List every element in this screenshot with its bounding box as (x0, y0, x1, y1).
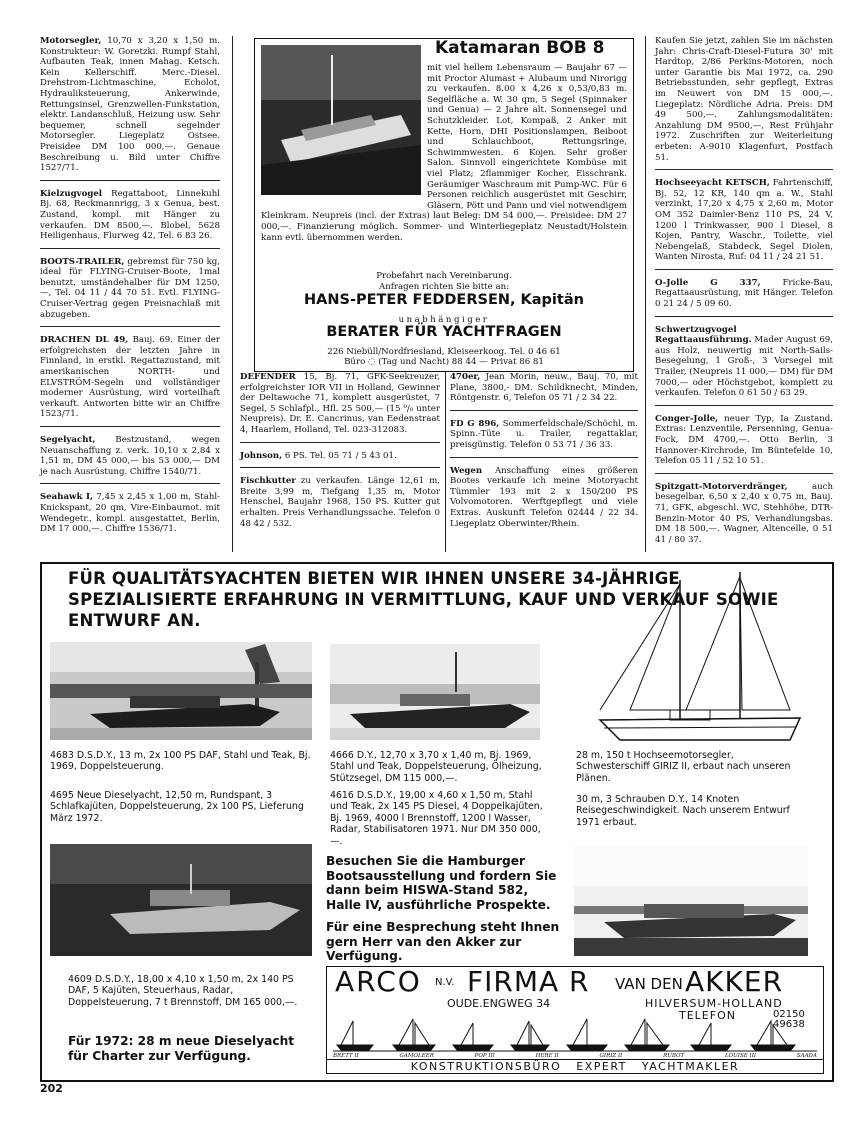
caption-30m-dy: 30 m, 3 Schrauben D.Y., 14 Knoten Reisegeschwindigkeit. Nach unserem Entwurf 1971 erbaut. (576, 794, 790, 828)
ad-lead: Hochseeyacht KETSCH, (655, 178, 770, 189)
ad-text: Fahrtenschiff, Bj. 52, 12 KR, 140 qm a. W., Stahl verzinkt, 17,20 x 4,75 x 2,60 m, Motor OM 352 Daimler-Benz 110 PS, 24 V, 1200 l Trinkwasser, 900 l Diesel, 8 Kojen, Pantry, Waschr., Toilette, viel Nebengelaß, Stabdeck, Segel Diolen, Wanten Nirosta, Ruf: 04 11 / 24 21 51. (655, 178, 833, 263)
middle-right-ad (450, 466, 638, 536)
ad-lead: Seahawk I, (40, 492, 94, 503)
ad-text: Mader August 69, aus Holz, neuwertig mit North-Sails-Besegelung, 1 Groß-, 3 Vorsegel mit Trailer, (Neupreis 11 000,— DM) für DM 7000,— oder Höchstgebot, komplett zu verkaufen. Telefon 0 61 50 / 63 29. (655, 335, 834, 399)
ad-lead: Fischkutter (240, 476, 296, 487)
bob-probefahrt: Probefahrt nach Vereinbarung. (376, 271, 512, 281)
middle-left-ad (240, 451, 440, 469)
charter-1972-text: Für 1972: 28 m neue Dieselyacht für Charter zur Verfügung. (68, 1034, 295, 1063)
sailing-ship-drawing (590, 570, 808, 745)
boat-name-label: BRETT II (333, 1053, 359, 1059)
ad-text: 10,70 x 3,20 x 1,50 m. Konstrukteur: W. Goretzki. Rumpf Stahl, Aufbauten Teak, innen Mahag. Ketsch. Kein Kellerschiff. Merc.-Diesel. Drehstrom-Lichtmaschine, Echolot, Hydrauliksteuerung, Ankerwinde, Rettungsinsel, Grenzwellen-Funkstation, elektr. Landanschluß, Heizung usw. Sehr bequemer, schnell segelnder Motorsegler. Liegeplatz Ostsee. Preisidee DM 100 000,—. Genaue Beschreibung u. Bild unter Chiffre 1527/71. (40, 36, 220, 174)
arco-boat-silhouettes (333, 1017, 817, 1053)
ad-lead: FD G 896, (450, 418, 500, 429)
arco-telefon-label: TELEFON (679, 1009, 736, 1022)
right-column-ad (655, 36, 833, 170)
arco-nv: N.V. (435, 977, 455, 988)
ad-lead: Wegen (450, 465, 483, 476)
ad-lead: BOOTS-TRAILER, (40, 256, 125, 267)
ad-text: Bauj. 69. Einer der erfolgreichsten der letzten Jahre in Finnland, in erstkl. Regattazustand, mit amerikanischen NORTH- und ELVSTRÖM-Segeln und vollständiger moderner Ausrüstung, wird vorteilhaft verkauft. Antworten bitte wir an Chiffre 1523/71. (40, 335, 220, 420)
ad-lead: 470er, (450, 372, 481, 382)
caption-28m-motorsegler: 28 m, 150 t Hochseemotorsegler, Schwesterschiff GIRIZ II, erbaut nach unseren Plänen. (576, 750, 791, 784)
arco-street: OUDE.ENGWEG 34 (447, 997, 551, 1010)
boat-name-label: GAMOLEER (399, 1053, 434, 1059)
right-classifieds-column (655, 36, 833, 559)
ad-lead: Conger-Jolle, (655, 413, 719, 424)
middle-left-classifieds (240, 372, 440, 543)
middle-right-ad (450, 419, 638, 458)
boat-name-label: SAADA (796, 1053, 817, 1059)
middle-right-classifieds (450, 372, 638, 543)
ad-text: neuer Typ, Ia Zustand. Extras: Lenzventile, Persenning, Genua-Fock, DM 4700,—. Otto Berlin, 3 Hannover-Kirchrode, Im Büntefelde 10, Telefon 05 11 / 52 10 51. (655, 413, 833, 467)
bob-unabhaengiger: unabhängiger (398, 315, 490, 325)
ad-lead: Kielzugvogel (40, 188, 103, 199)
caption-4683: 4683 D.S.D.Y., 13 m, 2x 100 PS DAF, Stahl und Teak, Bj. 1969, Doppelsteuerung. (50, 750, 311, 773)
ad-lead: DEFENDER (240, 372, 296, 382)
ad-text: gebremst für 750 kg, ideal für FLYING-Cruiser-Boote, 1mal benutzt, umständehalber für DM 1250,—, Tel. 04 11 / 44 70 51. Evtl. FLYING-Cruiser-Vertrag gegen Preisnachlaß mit abzugeben. (40, 256, 221, 320)
yacht-photo-30m (574, 846, 808, 956)
ad-lead: Segelyacht, (40, 435, 96, 445)
middle-right-ad (450, 372, 638, 411)
arco-vanden: VAN DEN (615, 975, 683, 993)
bob-phone: Büro ◌ (Tag und Nacht) 88 44 — Privat 86 81 (344, 357, 544, 367)
ad-lead: Motorsegler, (40, 36, 102, 46)
ad-text: Jean Morin, neuw., Bauj. 70, mit Plane, 3800,- DM. Schildknecht, Minden, Röntgenstr. 6, Telefon 05 71 / 2 34 22. (450, 372, 638, 404)
bob-address: 226 Niebüll/Nordfriesland, Kleiseerkoog. Tel. 0 46 61 (327, 347, 561, 357)
ad-lead: Spitzgatt-Motorverdränger, (655, 481, 788, 492)
ad-text: Bestzustand, wegen Neuanschaffung z. verk. 10,10 x 2,84 x 1,51 m, DM 45 000,— bis 53 000,— DM je nach Ausrüstung. Chiffre 1540/71. (40, 435, 220, 477)
ad-lead: Johnson, (240, 450, 283, 461)
right-column-ad (655, 414, 833, 474)
left-column-ad (40, 36, 220, 181)
bob-description: mit viel hellem Lebensraum — Baujahr 67 — mit Proctor Alumast + Alubaum und Nirorigg zu verkaufen. 8.00 x 4,26 x 0,53/0,83 m. Segelfläche a. W. 30 qm, 5 Segel (Spinnaker und Genua) — 2 Jahre alt. Sonnensegel und Schutzkleider. Lot, Kompaß, 2 Anker mit Kette, Horn, DHI Positionslampen, Beiboot und Schlauchboot, Rettungsringe, Schwimmwesten. 6 Kojen. Sehr großer Salon. Sinnvoll eingerichtete Kombüse mit viel Platz; 2flammiger Kocher, Eisschrank. Geräumiger Waschraum mit Pump-WC. Für 6 Personen reichlich ausgerüstet mit Geschirr, Gläsern, Pött und Pann und viel notwendigem Kleinkram. Neupreis (incl. der Extras) laut Beleg: DM 54 000,—. Preisidee: DM 27 000,—. Finanzierung möglich. Sommer- und Winterliegeplatz Neustadt/Holstein kann evtl. übernommen werden. (261, 63, 627, 243)
left-column-ad (40, 189, 220, 249)
yacht-photo-4683 (50, 642, 312, 740)
column-divider (645, 36, 646, 552)
left-column-ad (40, 492, 220, 540)
middle-left-ad (240, 476, 440, 535)
ad-headline: FÜR QUALITÄTSYACHTEN BIETEN WIR IHNEN UNSERE 34-JÄHRIGE SPEZIALISIERTE ERFAHRUNG IN VERMITTLUNG, KAUF UND VERKAUF SOWIE ENTWURF AN. (68, 569, 779, 630)
boat-name-label: LOUISE III (725, 1053, 757, 1059)
bob-anfragen: Anfragen richten Sie bitte an: (379, 282, 509, 292)
caption-4616: 4616 D.S.D.Y., 19,00 x 4,60 x 1,50 m, Stahl und Teak, 2x 145 PS Diesel, 4 Doppelkajüten, Bj. 1969, 4000 l Brennstoff, 1200 l Wasser, Radar, Stabilisatoren 1971. Nur DM 350 000,—. (330, 790, 543, 847)
yacht-photo-4666 (330, 644, 540, 740)
left-column-ad (40, 257, 220, 328)
arco-brand: ARCO (335, 965, 422, 998)
right-column-ad (655, 482, 833, 552)
ad-text: Fricke-Bau, Regattaausrüstung, mit Hänger. Telefon 0 21 24 / 5 09 60. (655, 277, 834, 310)
ad-lead: O-Jolle G 337, (655, 277, 761, 288)
caption-4695: 4695 Neue Dieselyacht, 12,50 m, Rundspant, 3 Schlafkajüten, Doppelsteuerung, 2x 100 PS, Lieferung März 1972. (50, 790, 304, 824)
besprechung-text: Für eine Besprechung steht Ihnen gern Herr van den Akker zur Verfügung. (326, 920, 560, 964)
arco-tel-area: 02150 (773, 1009, 805, 1020)
ad-text: 15, Bj. 71, GFK-Seekreuzer, erfolgreichster IOR VII in Holland, Gewinner der Deltawoche 71, komplett ausgerüstet, 7 Segel, 5 Schlafpl., Hfl. 25 500,— (15 ⁰/₀ unter Neupreis). Dr. E. Cancrinus, van Eedenstraat 4, Haarlem, Holland, Tel. 023-312083. (240, 372, 440, 435)
ad-lead: DRACHEN DL 49, (40, 335, 129, 346)
arco-tel-number: 49638 (773, 1019, 805, 1030)
katamaran-bob8-ad (254, 38, 634, 372)
boat-name-label: HERE II (535, 1053, 559, 1059)
bob-berater: BERATER FÜR YACHTFRAGEN (326, 324, 562, 340)
column-divider (232, 36, 233, 552)
bob-contact-name: HANS-PETER FEDDERSEN, Kapitän (304, 292, 584, 308)
arco-footer: KONSTRUKTIONSBÜRO EXPERT YACHTMAKLER (327, 1059, 823, 1073)
arco-akker: AKKER (685, 965, 784, 998)
right-column-ad (655, 278, 833, 317)
ad-text: Kaufen Sie jetzt, zahlen Sie im nächsten Jahr: Chris-Craft-Diesel-Futura 30' mit Hardtop, 2/86 Perkins-Motoren, noch unter Garantie bis Mai 1972, ca. 290 Betriebsstunden, sehr gepflegt, Extras im Neuwert von DM 15 000,—. Liegeplatz: Nördliche Adria. Preis: DM 49 500,—. Zahlungsmodalitäten: Anzahlung DM 9500,—, Rest Frühjahr 1972. Zuschriften zur Weiterleitung erbeten: A-9010 Klagenfurt, Postfach 51. (655, 36, 833, 163)
middle-left-ad (240, 372, 440, 443)
left-column-ad (40, 335, 220, 427)
page-number: 202 (40, 1082, 63, 1095)
boat-name-label: GIRIZ II (599, 1053, 623, 1059)
boots-ausstellung-text: Besuchen Sie die Hamburger Bootsausstellung und fordern Sie dann beim HISWA-Stand 582, Halle IV, ausführliche Prospekte. (326, 854, 557, 912)
ad-lead: Schwertzugvogel Regattaausführung. (655, 324, 752, 346)
left-classifieds-column (40, 36, 220, 549)
ad-text: 7,45 x 2,45 x 1,00 m, Stahl-Knickspant, 20 qm, Vire-Einbaumot. mit Wendegetr., kompl. ausgestattet, Berlin, DM 17 000,—. Chiffre 1536/71. (40, 492, 221, 535)
yacht-photo-4609 (50, 844, 312, 956)
right-column-ad (655, 178, 833, 270)
caption-4609: 4609 D.S.D.Y., 18,00 x 4,10 x 1,50 m, 2x 140 PS DAF, 5 Kajüten, Steuerhaus, Radar, Doppelsteuerung, 7 t Brennstoff, DM 165 000,—. (68, 974, 298, 1008)
ad-text: 6 PS. Tel. 05 71 / 5 43 01. (284, 450, 397, 461)
ad-text: Regattaboot, Linnekuhl Bj. 68, Reckmannrigg, 3 x Genua, best. Zustand, kompl. mit Hänger zu verkaufen. DM 8500,—. Blobel, 5628 Heiligenhaus, Flurweg 42, Tel. 6 83 26. (40, 188, 220, 242)
boat-name-label: RUBOT (663, 1053, 685, 1059)
bob-title: Katamaran BOB 8 (435, 38, 605, 58)
ad-text: Sommerfeldschale/Schöchl, m. Spinn.-Tüte u. Trailer, regattaklar, preisgünstig. Telefon 0 53 71 / 36 33. (450, 418, 639, 450)
arco-firma-logo (326, 966, 824, 1074)
boat-name-label: POP III (474, 1053, 495, 1059)
arco-city: HILVERSUM-HOLLAND (645, 997, 783, 1010)
arco-firma: FIRMA R (467, 965, 590, 998)
ad-text: zu verkaufen. Länge 12,61 m, Breite 3,99 m, Tiefgang 1,35 m, Motor Henschel, Baujahr 1968, 150 PS. Kutter gut erhalten. Preis Verhandlungssache. Telefon 0 48 42 / 532. (240, 476, 440, 529)
column-divider (445, 372, 446, 552)
caption-4666: 4666 D.Y., 12,70 x 3,70 x 1,40 m, Bj. 1969, Stahl und Teak, Doppelsteuerung, Ölheizung, Stützsegel, DM 115 000,—. (330, 750, 542, 784)
left-column-ad (40, 435, 220, 484)
right-column-ad (655, 325, 833, 406)
ad-text: auch besegelbar, 6,50 x 2,40 x 0,75 m, Bauj. 71, GFK, abgeschl. WC, Stehhöhe, DTR-Benzin-Motor 40 PS, Verhandlungsbas. DM 18 500,—. Wagner, Altencelle, 0 51 41 / 80 37. (655, 481, 833, 545)
ad-text: Anschaffung eines größeren Bootes verkaufe ich meine Motoryacht Tümmler 193 mit 2 x 150/200 PS Volvomotoren. Werftgepflegt und viele Extras. Auskunft Telefon 02444 / 22 34. Liegeplatz Oberwinter/Rhein. (450, 465, 638, 529)
